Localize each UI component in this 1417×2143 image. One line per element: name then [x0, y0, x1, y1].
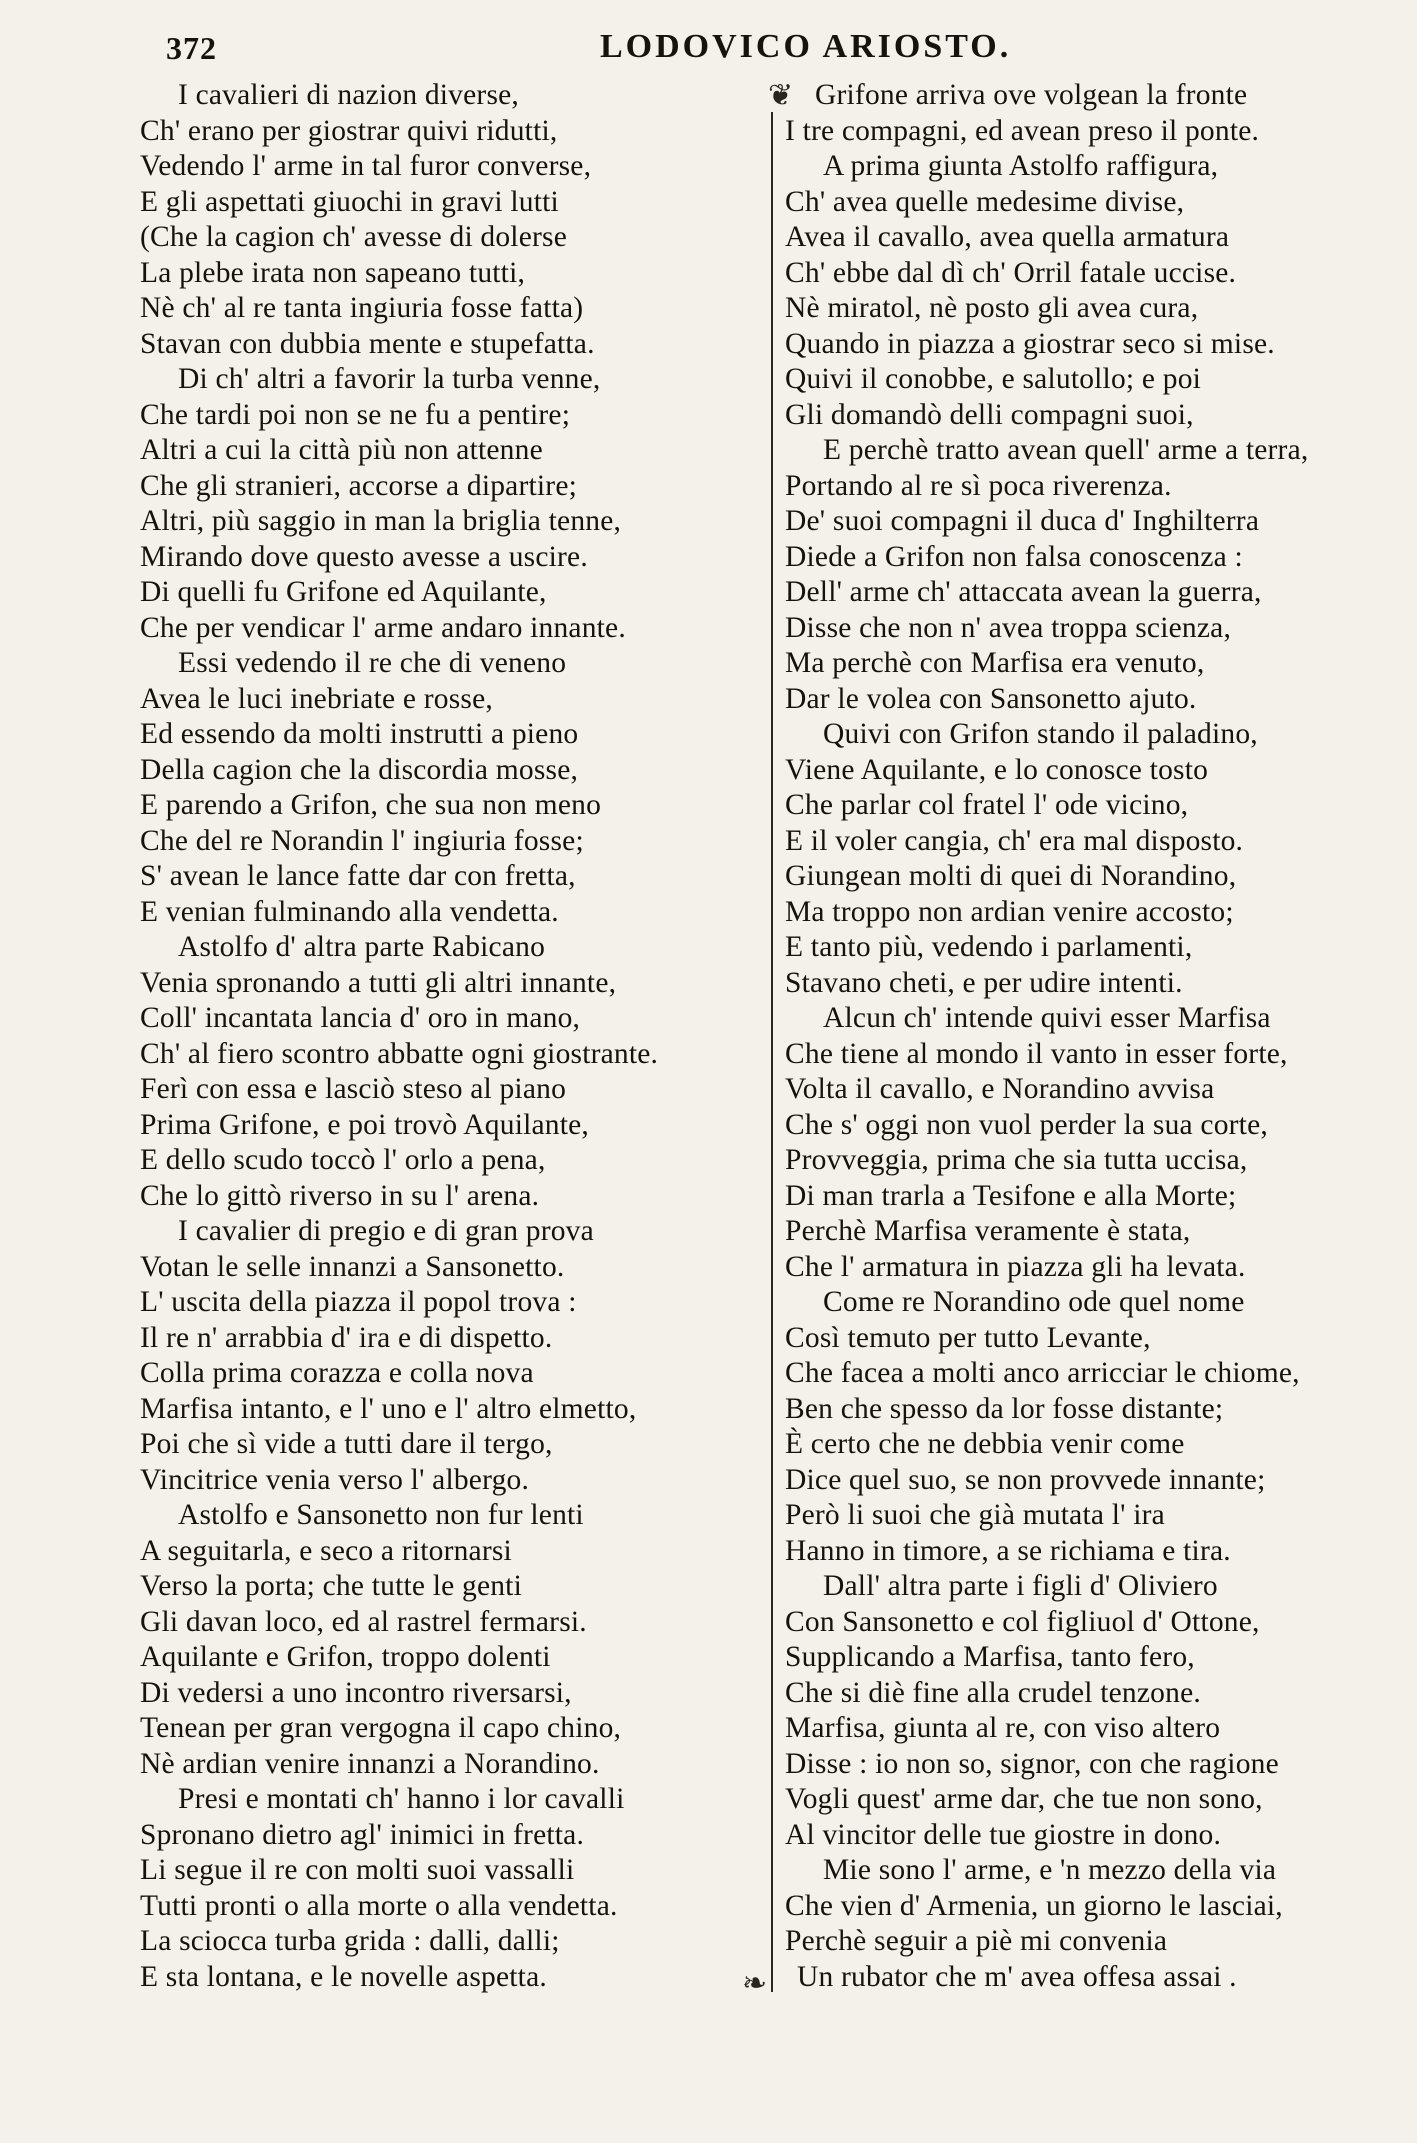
- left-column: [140, 78, 770, 1995]
- verse-line: Astolfo d' altra parte Rabicano: [178, 931, 546, 963]
- verse-line: E dello scudo toccò l' orlo a pena,: [140, 1144, 546, 1176]
- verse-line: Supplicando a Marfisa, tanto fero,: [785, 1641, 1195, 1673]
- verse-line: Nè ardian venire innanzi a Norandino.: [140, 1747, 600, 1780]
- verse-line: Che facea a molti anco arricciar le chiome,: [785, 1357, 1300, 1389]
- verse-line: Che vien d' Armenia, un giorno le lasciai,: [785, 1889, 1283, 1922]
- verse-line: Ch' avea quelle medesime divise,: [785, 185, 1185, 218]
- verse-line: I cavalieri di nazion diverse,: [178, 79, 520, 111]
- verse-line: È certo che ne debbia venir come: [785, 1428, 1185, 1460]
- verse-line: Che l' armatura in piazza gli ha levata.: [785, 1250, 1246, 1283]
- verse-line: Ma perchè con Marfisa era venuto,: [785, 647, 1205, 679]
- verse-line: Di quelli fu Grifone ed Aquilante,: [140, 576, 547, 608]
- verse-line: I cavalier di pregio e di gran prova: [178, 1215, 594, 1247]
- verse-line: Come re Norandino ode quel nome: [823, 1286, 1245, 1318]
- verse-line: Con Sansonetto e col figliuol d' Ottone,: [785, 1605, 1260, 1638]
- verse-line: Grifone arriva ove volgean la fronte: [815, 79, 1248, 111]
- verse-line: Stavano cheti, e per udire intenti.: [785, 966, 1183, 999]
- verse-line: Che lo gittò riverso in su l' arena.: [140, 1179, 540, 1212]
- verse-line: Ed essendo da molti instrutti a pieno: [140, 718, 579, 750]
- verse-line: Che tardi poi non se ne fu a pentire;: [140, 398, 571, 431]
- verse-line: Quivi il conobbe, e salutollo; e poi: [785, 363, 1202, 395]
- verse-line: E perchè tratto avean quell' arme a terra,: [823, 434, 1309, 466]
- fleuron-top-ornament: ❦: [768, 79, 794, 112]
- verse-line: Quando in piazza a giostrar seco si mise.: [785, 327, 1275, 360]
- verse-line: Gli domandò delli compagni suoi,: [785, 398, 1194, 431]
- verse-line: E venian fulminando alla vendetta.: [140, 895, 559, 928]
- right-column: [785, 78, 1410, 1995]
- verse-line: Disse che non n' avea troppa scienza,: [785, 611, 1232, 644]
- verse-line: Poi che sì vide a tutti dare il tergo,: [140, 1428, 553, 1460]
- verse-line: Tutti pronti o alla morte o alla vendetta.: [140, 1889, 618, 1922]
- verse-line: (Che la cagion ch' avesse di dolerse: [140, 221, 567, 253]
- verse-line: Gli davan loco, ed al rastrel fermarsi.: [140, 1605, 587, 1638]
- verse-line: E gli aspettati giuochi in gravi lutti: [140, 185, 559, 218]
- verse-line: Dar le volea con Sansonetto ajuto.: [785, 682, 1197, 715]
- page-header: [0, 26, 1417, 76]
- verse-line: Stavan con dubbia mente e stupefatta.: [140, 327, 595, 360]
- verse-line: Però li suoi che già mutata l' ira: [785, 1499, 1165, 1531]
- verse-line: Il re n' arrabbia d' ira e di dispetto.: [140, 1321, 553, 1354]
- verse-line: L' uscita della piazza il popol trova :: [140, 1286, 577, 1318]
- verse-line: Al vincitor delle tue giostre in dono.: [785, 1818, 1222, 1851]
- verse-line: Verso la porta; che tutte le genti: [140, 1570, 522, 1602]
- verse-line: Ch' ebbe dal dì ch' Orril fatale uccise.: [785, 256, 1237, 289]
- verse-line: Nè miratol, nè posto gli avea cura,: [785, 292, 1199, 324]
- verse-line: Dell' arme ch' attaccata avean la guerra,: [785, 576, 1262, 608]
- verse-line: Dall' altra parte i figli d' Oliviero: [823, 1570, 1218, 1602]
- verse-line: E sta lontana, e le novelle aspetta.: [140, 1960, 547, 1993]
- verse-line: Viene Aquilante, e lo conosce tosto: [785, 753, 1209, 786]
- verse-line: Altri a cui la città più non attenne: [140, 434, 543, 466]
- verse-line: Astolfo e Sansonetto non fur lenti: [178, 1499, 584, 1531]
- verse-line: La sciocca turba grida : dalli, dalli;: [140, 1925, 560, 1957]
- fleuron-bottom-ornament: ❧: [742, 1967, 768, 2000]
- verse-line: Quivi con Grifon stando il paladino,: [823, 718, 1258, 750]
- verse-line: Che s' oggi non vuol perder la sua corte,: [785, 1108, 1268, 1141]
- verse-line: A seguitarla, e seco a ritornarsi: [140, 1534, 512, 1567]
- verse-line: Marfisa, giunta al re, con viso altero: [785, 1712, 1221, 1744]
- verse-line: Votan le selle innanzi a Sansonetto.: [140, 1250, 565, 1283]
- verse-line: Che tiene al mondo il vanto in esser forte,: [785, 1037, 1288, 1070]
- page-number: 372: [166, 30, 217, 66]
- verse-line: Mirando dove questo avesse a uscire.: [140, 540, 588, 573]
- verse-line: Di vedersi a uno incontro riversarsi,: [140, 1676, 572, 1709]
- verse-line: Vincitrice venia verso l' albergo.: [140, 1463, 530, 1496]
- verse-line: E tanto più, vedendo i parlamenti,: [785, 931, 1193, 963]
- verse-line: Che parlar col fratel l' ode vicino,: [785, 789, 1189, 821]
- verse-line: Della cagion che la discordia mosse,: [140, 753, 579, 786]
- verse-line: Ch' al fiero scontro abbatte ogni giostrante.: [140, 1037, 659, 1070]
- verse-line: Hanno in timore, a se richiama e tira.: [785, 1534, 1231, 1567]
- verse-line: Avea le luci inebriate e rosse,: [140, 682, 493, 715]
- verse-line: Avea il cavallo, avea quella armatura: [785, 221, 1230, 253]
- verse-line: Ch' erano per giostrar quivi ridutti,: [140, 114, 558, 147]
- verse-line: Alcun ch' intende quivi esser Marfisa: [823, 1002, 1271, 1034]
- verse-line: Un rubator che m' avea offesa assai .: [797, 1960, 1237, 1993]
- verse-line: Li segue il re con molti suoi vassalli: [140, 1854, 575, 1886]
- verse-line: Che del re Norandin l' ingiuria fosse;: [140, 824, 584, 857]
- verse-line: De' suoi compagni il duca d' Inghilterra: [785, 505, 1260, 537]
- verse-line: Vogli quest' arme dar, che tue non sono,: [785, 1783, 1263, 1815]
- verse-line: Tenean per gran vergogna il capo chino,: [140, 1712, 622, 1744]
- verse-line: Venia spronando a tutti gli altri innante,: [140, 966, 617, 999]
- verse-line: Diede a Grifon non falsa conoscenza :: [785, 540, 1243, 573]
- verse-line: Che si diè fine alla crudel tenzone.: [785, 1676, 1201, 1709]
- verse-line: S' avean le lance fatte dar con fretta,: [140, 860, 576, 892]
- verse-line: I tre compagni, ed avean preso il ponte.: [785, 114, 1260, 147]
- verse-line: Perchè seguir a piè mi convenia: [785, 1925, 1168, 1957]
- verse-line: Aquilante e Grifon, troppo dolenti: [140, 1641, 551, 1673]
- verse-line: Coll' incantata lancia d' oro in mano,: [140, 1002, 581, 1034]
- verse-line: E parendo a Grifon, che sua non meno: [140, 789, 602, 821]
- verse-line: Vedendo l' arme in tal furor converse,: [140, 150, 592, 182]
- verse-line: Che per vendicar l' arme andaro innante.: [140, 611, 626, 644]
- verse-line: La plebe irata non sapeano tutti,: [140, 256, 526, 289]
- verse-line: Portando al re sì poca riverenza.: [785, 469, 1172, 502]
- verse-line: Nè ch' al re tanta ingiuria fosse fatta): [140, 292, 584, 324]
- verse-line: A prima giunta Astolfo raffigura,: [823, 150, 1219, 182]
- verse-line: Mie sono l' arme, e 'n mezzo della via: [823, 1854, 1277, 1886]
- verse-line: Disse : io non so, signor, con che ragione: [785, 1747, 1279, 1780]
- verse-line: Perchè Marfisa veramente è stata,: [785, 1215, 1191, 1247]
- verse-line: Che gli stranieri, accorse a dipartire;: [140, 469, 578, 502]
- verse-line: Così temuto per tutto Levante,: [785, 1321, 1151, 1354]
- verse-line: Dice quel suo, se non provvede innante;: [785, 1463, 1266, 1496]
- verse-line: Volta il cavallo, e Norandino avvisa: [785, 1073, 1215, 1105]
- verse-line: Prima Grifone, e poi trovò Aquilante,: [140, 1108, 589, 1141]
- verse-line: Provveggia, prima che sia tutta uccisa,: [785, 1144, 1248, 1176]
- verse-line: Altri, più saggio in man la briglia tenne,: [140, 505, 622, 537]
- verse-line: Ma troppo non ardian venire accosto;: [785, 895, 1234, 928]
- verse-line: E il voler cangia, ch' era mal disposto.: [785, 824, 1244, 857]
- verse-line: Giungean molti di quei di Norandino,: [785, 860, 1237, 892]
- verse-line: Di man trarla a Tesifone e alla Morte;: [785, 1179, 1237, 1212]
- running-head: LODOVICO ARIOSTO.: [600, 28, 1012, 65]
- verse-line: Essi vedendo il re che di veneno: [178, 647, 567, 679]
- verse-line: Marfisa intanto, e l' uno e l' altro elmetto,: [140, 1392, 637, 1425]
- verse-line: Ben che spesso da lor fosse distante;: [785, 1392, 1224, 1425]
- verse-line: Presi e montati ch' hanno i lor cavalli: [178, 1783, 625, 1815]
- verse-line: Spronano dietro agl' inimici in fretta.: [140, 1818, 585, 1851]
- verse-line: Ferì con essa e lasciò steso al piano: [140, 1073, 567, 1105]
- column-divider: [771, 112, 773, 1992]
- verse-line: Colla prima corazza e colla nova: [140, 1357, 534, 1389]
- verse-line: Di ch' altri a favorir la turba venne,: [178, 363, 601, 395]
